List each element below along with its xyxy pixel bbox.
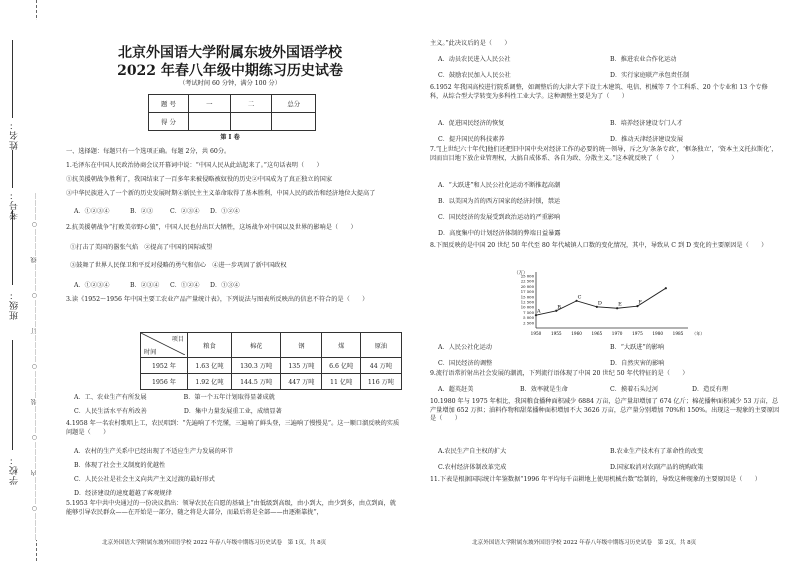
question-1-option[interactable]: A．①②③④	[74, 208, 110, 215]
table-cell: 11 亿吨	[322, 374, 360, 390]
question-3-option[interactable]: A．工、农业生产有所发展 B．第一个五年计划取得显著成就	[74, 394, 275, 401]
question-10-option[interactable]: B.农业生产技术有了革命性的改变	[610, 448, 704, 455]
table-cell: 135 万吨	[281, 358, 322, 374]
question-4-option[interactable]: D．经济建设的速度超越了客观规律	[74, 490, 172, 497]
school-title: 北京外国语大学附属东坡外国语学校	[118, 45, 342, 61]
table-row	[141, 374, 402, 390]
score-header-cell: 题 号	[149, 95, 189, 113]
question-5-option[interactable]: C．鼓励农民加入人民公社	[438, 72, 511, 79]
x-tick-label: 1980	[652, 331, 664, 336]
question-6-option[interactable]: B．培养经济建设专门人才	[610, 120, 683, 127]
table-header-cell: 钢	[281, 333, 322, 358]
class-underline[interactable]	[12, 210, 13, 285]
question-10-option[interactable]: C.农村经济体制改革完成	[438, 464, 507, 471]
score-table	[148, 94, 316, 131]
x-tick-label: 1985	[672, 331, 684, 336]
point-label: B	[557, 304, 561, 311]
table-header-cell: 煤	[322, 333, 360, 358]
question-5-continuation: 主义。”此决议后的是（ ）	[430, 40, 511, 47]
corner-bottom: 时间	[144, 349, 157, 356]
question-4-option[interactable]: C．人民公社是社会主义向共产主义过渡的最好形式	[74, 476, 215, 483]
y-tick-label: 10 000	[520, 304, 534, 310]
table-cell: 1.63 亿吨	[188, 358, 232, 374]
table-cell: 1952 年	[141, 358, 188, 374]
population-chart	[510, 268, 710, 338]
score-header-cell: 总分	[272, 95, 316, 113]
point-label: F	[638, 299, 642, 306]
table-cell: 447 万吨	[281, 374, 322, 390]
question-2-option[interactable]: A．①②③④	[74, 282, 110, 289]
table-cell: 1.92 亿吨	[188, 374, 232, 390]
question-8-option[interactable]: A．人民公社化运动	[438, 344, 492, 351]
exam-number-label: 考号：	[10, 190, 20, 220]
question-7-option[interactable]: D．高度集中的计划经济体制的弊端日益暴露	[438, 230, 561, 237]
corner-top: 项目	[171, 336, 184, 343]
question-9-option[interactable]: A．超英赶美	[438, 386, 474, 393]
score-cell[interactable]	[230, 113, 272, 131]
point-label: D	[597, 300, 602, 307]
point-label: A	[537, 308, 541, 315]
exam-number-underline[interactable]	[12, 150, 13, 188]
question-9-option[interactable]: C．摸着石头过河	[610, 386, 659, 393]
left-page	[60, 0, 400, 561]
school-label: 学校：	[10, 455, 20, 485]
table-cell: 144.5 万吨	[231, 374, 280, 390]
x-axis-label: （年）	[692, 331, 705, 336]
question-2-option[interactable]: D．①③④	[210, 282, 240, 289]
y-tick-label: 15 000	[520, 294, 534, 300]
question-3-table	[140, 332, 402, 390]
question-5-option[interactable]: A．动员农民进入人民公社	[438, 56, 511, 63]
table-row	[141, 333, 402, 358]
table-corner-cell	[141, 333, 188, 358]
question-2-option[interactable]: C．①②④	[170, 282, 200, 289]
question-6-stem: 6.1952 年我国高校进行院系调整，如调整后的大津大学下设土木建筑、电信、机械等 7 个工科系、20 个专业和 13 个专修科，从综合型大学转变为多科性工业大学。这种调整主要是为了（ ）	[430, 84, 768, 100]
question-4-option[interactable]: A．农村的生产关系中已经出现了不适应生产力发展的环节	[74, 448, 234, 455]
score-header-cell: 二	[230, 95, 272, 113]
question-11-stem: 11.下表是根据国际统计年鉴数据“1996 年平均每千亩耕地上使用机械台数”绘制的，导致这种现象的主要原因是（ ）	[430, 476, 761, 483]
table-cell: 6.6 亿吨	[322, 358, 360, 374]
name-underline[interactable]	[12, 40, 13, 118]
question-7-option[interactable]: B．以美国为首的西方国家的经济封锁，禁运	[438, 198, 561, 205]
exam-title: 2022 年春八年级中期练习历史试卷	[117, 63, 343, 79]
y-tick-label: 22 500	[520, 278, 534, 284]
point-label: C	[577, 294, 582, 301]
question-4-option[interactable]: B．体现了社会主义制度的优越性	[74, 462, 166, 469]
exam-info: （考试时间 60 分钟，满分 100 分）	[179, 80, 281, 87]
y-axis-label: （万）	[514, 271, 528, 276]
question-2-line: ③鼓舞了世界人民保卫和平反对侵略的勇气和信心 ④进一步巩固了新中国政权	[70, 262, 287, 269]
page-footer: 北京外国语大学附属东坡外国语学校 2022 年春八年级中期练习历史试卷 第 1页，共 8页	[102, 540, 327, 546]
question-2-option[interactable]: B．②③④	[130, 282, 160, 289]
table-header-cell: 粮食	[188, 333, 232, 358]
question-1-option[interactable]: B．②③	[130, 208, 154, 215]
question-10-stem: 10.1980 年与 1975 年相比，我国粮食播种面积减少 6884 万亩，总产量却增加了 674 亿斤；棉花播种面积减少 53 万亩，总产量增加 652 万担；油料作物和甜菜播种面积增加不大 3626 万亩，总产量分别增加 70%和 150%。出现这一现象的主要原因是（ ）	[430, 398, 780, 423]
y-tick-label: 20 000	[520, 283, 534, 289]
seal-notice: …………○…………内…………○…………装…………○…………订…………○…………线…………○…………	[30, 20, 39, 540]
question-5-stem: 5.1953 年中共中央通过的一份决议指出：领导农民在自愿的基础上“由低级到高级，由小到大，由少到多，由点到面，就能够引导农民群众——在开始是一部分，随之将是大部分，而最后将是全部——由逐渐靠拢”，	[66, 500, 396, 516]
y-tick-label: 2 500	[523, 320, 534, 326]
x-tick-label: 1965	[591, 331, 603, 336]
question-7-option[interactable]: C．国民经济的发展受到政治运动的严重影响	[438, 214, 561, 221]
question-1-line: ③中华民族进入了一个新的历史发展时期④新民主主义革命取得了基本胜利，中国人民的政治和经济地位大提高了	[66, 190, 376, 197]
y-tick-label: 12 500	[520, 299, 534, 305]
class-label: 班级：	[10, 290, 20, 320]
question-2-stem: 2.抗美援朝战争“打败美帝野心狼”，中国人民也付出巨大牺牲，这场战争对中国以及世界的影响是（ ）	[66, 224, 357, 231]
table-header-cell: 原油	[360, 333, 401, 358]
x-tick-label: 1970	[611, 331, 623, 336]
question-7-option[interactable]: A．“大跃进”和人民公社化运动不断推起高潮	[438, 182, 561, 189]
point-label: E	[618, 301, 622, 308]
x-tick-label: 1960	[571, 331, 582, 336]
question-9-option[interactable]: B．效率就是生命	[520, 386, 568, 393]
y-tick-label: 5 000	[523, 315, 534, 321]
table-cell: 130.3 万吨	[231, 358, 280, 374]
table-row	[141, 358, 402, 374]
score-cell[interactable]	[272, 113, 316, 131]
score-row-label: 得 分	[149, 113, 189, 131]
section-heading: 一、选择题：每题只有一个选项正确。每题 2分，共 60分。	[66, 148, 231, 155]
question-8-option[interactable]: D．自然灾害的影响	[610, 360, 665, 367]
school-underline[interactable]	[12, 340, 13, 450]
score-cell[interactable]	[188, 113, 230, 131]
question-1-option[interactable]: C．②③④	[170, 208, 200, 215]
question-3-option[interactable]: C．人民生活水平有所改善 D．集中力量发展重工业，成绩显著	[74, 408, 282, 415]
x-tick-label: 1950	[530, 331, 542, 336]
question-8-option[interactable]: B．“大跃进”的影响	[610, 344, 665, 351]
question-6-option[interactable]: C．提升国民的科技素养	[438, 136, 505, 143]
question-9-option[interactable]: D．造反有理	[692, 386, 728, 393]
question-8-stem: 8.下图反映的是中国 20 世纪 50 年代至 80 年代城镇人口数的变化情况，其中，导致从 C 到 D 变化的主要原因是（ ）	[430, 242, 768, 249]
question-2-line: ①打击了美国的嚣张气焰 ②提高了中国的国际威望	[70, 244, 213, 251]
x-tick-label: 1955	[550, 331, 562, 336]
name-label: 姓名：	[10, 120, 20, 150]
y-tick-label: 25 000	[520, 273, 534, 279]
table-header-cell: 棉花	[231, 333, 280, 358]
score-header-cell: 一	[188, 95, 230, 113]
question-5-option[interactable]: B．推进农业合作化运动	[610, 56, 677, 63]
question-6-option[interactable]: A．促进国民经济的恢复	[438, 120, 505, 127]
question-9-stem: 9.流行语常折射出社会发展的潮流，下列流行语体现了中国 20 世纪 50 年代特征的是（ ）	[430, 370, 689, 377]
question-10-option[interactable]: A.农民生产自主权的扩大	[438, 448, 507, 455]
table-cell: 116 万吨	[360, 374, 401, 390]
y-tick-label: 17 500	[520, 289, 534, 295]
question-1-option[interactable]: D．①②④	[210, 208, 240, 215]
x-tick-label: 1975	[632, 331, 643, 336]
volume-label: 第 I 卷	[220, 134, 240, 141]
y-tick-label: 7 500	[523, 309, 534, 315]
question-6-option[interactable]: D．推动天津经济建设发展	[610, 136, 684, 143]
question-1-line: ①抗美援朝战争胜利了，我国结束了一百多年来被侵略被奴役的历史②中国成为了真正独立的国家	[66, 176, 333, 183]
question-3-stem: 3.读《1952～1956 年中国主要工农业产品产量统计表》，下列说法与图表所反映出的信息不符合的是（ ）	[66, 296, 369, 303]
table-cell: 44 万吨	[360, 358, 401, 374]
page-footer: 北京外国语大学附属东坡外国语学校 2022 年春八年级中期练习历史试卷 第 2页，共 8页	[472, 540, 697, 546]
question-7-stem: 7.“[上世纪六十年代]他们还把旧中国中央对经济工作的必要的统一领导，斥之为‘条条专政’，‘框条独立’，‘资本主义托拉斯化’，因而盲目地下放企业管理权，大搞自成体系、各自为政、分散主义。”这本就反映了（ ）	[430, 146, 778, 162]
right-page	[430, 0, 780, 561]
question-5-option[interactable]: D．实行家庭联产承包责任制	[610, 72, 690, 79]
table-cell: 1956 年	[141, 374, 188, 390]
question-4-stem: 4.1958 年一名农村歌唱上工，农民唱到：“先遍响了不完懂，三遍响了鲜头登，三遍响了慢慢晃”。这一顺口溜反映的实质问题是（ ）	[66, 420, 400, 436]
question-10-option[interactable]: D.国家取消对农副产品的统购政策	[610, 464, 704, 471]
question-8-option[interactable]: C．国民经济的调整	[438, 360, 493, 367]
question-1-stem: 1.毛泽东在中国人民政治协商会议开幕词中说：“中国人民从此站起来了。”这句话表明（ ）	[66, 162, 323, 169]
data-point	[665, 287, 667, 289]
